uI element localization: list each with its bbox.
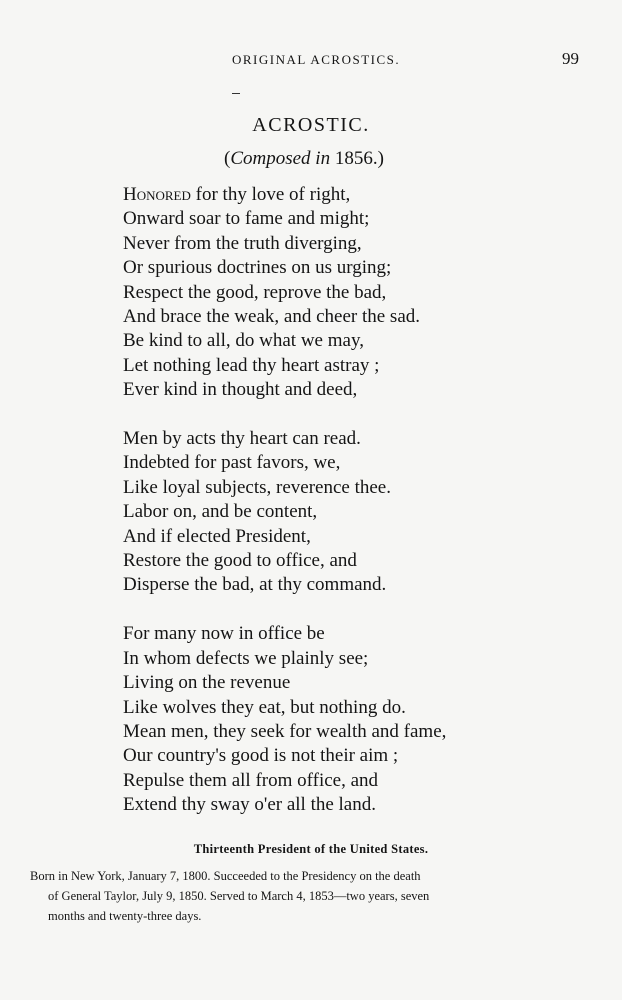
footnote-line-2: of General Taylor, July 9, 1850. Served to March 4, 1853—two years, seven <box>48 889 430 903</box>
poem-line: Men by acts thy heart can read. <box>123 428 361 450</box>
poem-line: Ever kind in thought and deed, <box>123 379 358 401</box>
poem-line-1 <box>123 183 446 207</box>
poem-line: Let nothing lead thy heart astray ; <box>123 354 380 376</box>
footnote-line-3: months and twenty-three days. <box>48 909 202 923</box>
footnote-heading: Thirteenth President of the United States. <box>193 842 429 856</box>
subtitle-year: 1856.) <box>330 148 384 169</box>
poem-line: For many now in office be <box>123 623 325 645</box>
poem-line: Like wolves they eat, but nothing do. <box>123 696 406 718</box>
poem-line: In whom defects we plainly see; <box>123 647 369 669</box>
print-mark <box>232 93 240 94</box>
stanza-2 <box>123 427 446 598</box>
poem-line: Our country's good is not their aim ; <box>123 745 399 767</box>
poem-line: Disperse the bad, at thy command. <box>123 574 387 596</box>
poem-line: Living on the revenue <box>123 672 291 694</box>
poem-line: Restore the good to office, and <box>123 550 357 572</box>
page-number: 99 <box>562 49 579 68</box>
poem-line: And if elected President, <box>123 525 311 547</box>
poem-title: ACROSTIC. <box>252 114 370 136</box>
subtitle-open: ( <box>224 148 231 169</box>
poem-line: Be kind to all, do what we may, <box>123 330 364 352</box>
poem-line: Never from the truth diverging, <box>123 232 362 254</box>
poem-line: Like loyal subjects, reverence thee. <box>123 476 391 498</box>
poem-line: Respect the good, reprove the bad, <box>123 281 387 303</box>
first-line-rest: for thy love of right, <box>190 184 351 205</box>
first-word: Honored <box>123 184 191 205</box>
poem-body <box>123 183 446 842</box>
running-head: ORIGINAL ACROSTICS. <box>232 52 401 67</box>
subtitle-italic: Composed in <box>230 148 331 169</box>
poem-subtitle <box>224 148 384 170</box>
stanza-1 <box>123 183 446 403</box>
poem-line: Repulse them all from office, and <box>123 769 379 791</box>
footnote-text <box>30 866 600 926</box>
poem-line: Indebted for past favors, we, <box>123 452 341 474</box>
stanza-3 <box>123 622 446 817</box>
poem-line: Or spurious doctrines on us urging; <box>123 257 392 279</box>
poem-line: Extend thy sway o'er all the land. <box>123 794 376 816</box>
poem-line: Mean men, they seek for wealth and fame, <box>123 720 447 742</box>
footnote-line-1: Born in New York, January 7, 1800. Succeeded to the Presidency on the death <box>30 869 421 883</box>
poem-line: And brace the weak, and cheer the sad. <box>123 306 420 328</box>
poem-line: Onward soar to fame and might; <box>123 208 370 230</box>
poem-line: Labor on, and be content, <box>123 501 318 523</box>
